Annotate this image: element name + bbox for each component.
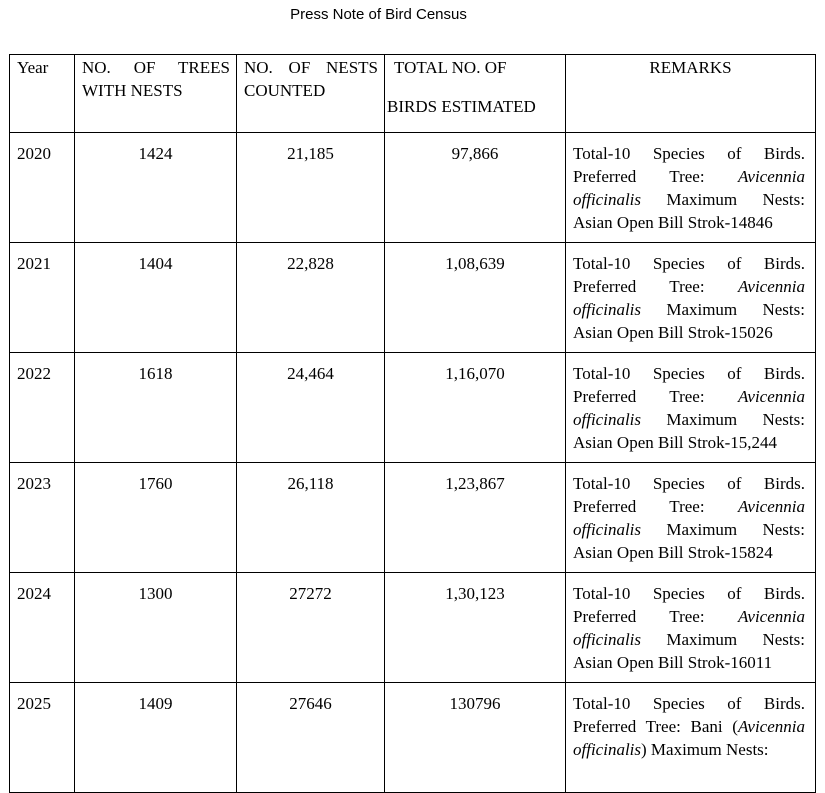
remark-species: Avicennia officinalis: [573, 167, 805, 209]
header-total-birds: [385, 55, 566, 133]
remark-preferred: Preferred Tree:: [573, 607, 705, 626]
cell-nests: 27646: [237, 683, 385, 793]
remark-max-value: Asian Open Bill Strok-15026: [573, 323, 773, 342]
cell-trees: 1424: [75, 133, 237, 243]
header-remarks: REMARKS: [566, 55, 816, 133]
remark-species: Avicennia officinalis: [573, 717, 805, 759]
cell-birds: 97,866: [385, 133, 566, 243]
table-row: [10, 353, 816, 463]
remark-preferred: Preferred Tree:: [573, 387, 705, 406]
cell-trees: 1404: [75, 243, 237, 353]
remark-total: Total-10 Species of Birds.: [573, 584, 805, 603]
remark-max-label: Maximum Nests:: [666, 190, 805, 209]
cell-remarks: [566, 463, 816, 573]
header-total-birds-line1: TOTAL NO. OF: [394, 58, 507, 77]
remark-species: Avicennia officinalis: [573, 387, 805, 429]
remark-species: Avicennia officinalis: [573, 607, 805, 649]
remark-max-label: Maximum Nests:: [666, 300, 805, 319]
remark-max-label: Maximum Nests:: [666, 520, 805, 539]
cell-trees: 1409: [75, 683, 237, 793]
remark-species: Avicennia officinalis: [573, 277, 805, 319]
cell-nests: 21,185: [237, 133, 385, 243]
cell-remarks: [566, 133, 816, 243]
document-title: Press Note of Bird Census: [290, 6, 467, 23]
remark-preferred: Preferred Tree:: [573, 497, 705, 516]
remark-max-label: Maximum Nests:: [650, 740, 769, 759]
bird-census-table: [9, 54, 816, 793]
remark-total: Total-10 Species of Birds.: [573, 474, 805, 493]
cell-remarks: [566, 243, 816, 353]
header-total-birds-line2: BIRDS ESTIMATED: [387, 97, 536, 116]
cell-nests: 22,828: [237, 243, 385, 353]
cell-trees: 1760: [75, 463, 237, 573]
remark-species: Avicennia officinalis: [573, 497, 805, 539]
cell-trees: 1618: [75, 353, 237, 463]
cell-remarks: Total-10 Species of Birds. Preferred Tree: Bani (Avicennia officinalis) Maximum Nests:: [566, 683, 816, 793]
table-row: [10, 133, 816, 243]
remark-total: Total-10 Species of Birds.: [573, 364, 805, 383]
header-year: Year: [10, 55, 75, 133]
remark-max-label: Maximum Nests:: [666, 630, 805, 649]
table-row: [10, 243, 816, 353]
cell-year: 2020: [10, 133, 75, 243]
cell-year: 2024: [10, 573, 75, 683]
remark-max-value: Asian Open Bill Strok-16011: [573, 653, 773, 672]
remark-preferred: Preferred Tree: Bani: [573, 717, 723, 736]
remark-total: Total-10 Species of Birds.: [573, 254, 805, 273]
remark-max-value: Asian Open Bill Strok-15824: [573, 543, 773, 562]
cell-trees: 1300: [75, 573, 237, 683]
header-trees-with-nests: NO. OF TREES WITH NESTS: [75, 55, 237, 133]
remark-max-label: Maximum Nests:: [666, 410, 805, 429]
cell-birds: 1,16,070: [385, 353, 566, 463]
cell-birds: 130796: [385, 683, 566, 793]
cell-year: 2025: [10, 683, 75, 793]
cell-birds: 1,08,639: [385, 243, 566, 353]
cell-birds: 1,23,867: [385, 463, 566, 573]
remark-max-value: Asian Open Bill Strok-14846: [573, 213, 773, 232]
remark-total: Total-10 Species of Birds.: [573, 694, 805, 713]
remark-total: Total-10 Species of Birds.: [573, 144, 805, 163]
table-row: [10, 463, 816, 573]
remark-preferred: Preferred Tree:: [573, 167, 705, 186]
cell-birds: 1,30,123: [385, 573, 566, 683]
cell-year: 2023: [10, 463, 75, 573]
cell-year: 2021: [10, 243, 75, 353]
header-nests-counted: NO. OF NESTS COUNTED: [237, 55, 385, 133]
cell-nests: 27272: [237, 573, 385, 683]
cell-remarks: [566, 573, 816, 683]
remark-max-value: Asian Open Bill Strok-15,244: [573, 433, 777, 452]
cell-nests: 24,464: [237, 353, 385, 463]
table-row: [10, 573, 816, 683]
remark-preferred: Preferred Tree:: [573, 277, 705, 296]
table-header-row: [10, 55, 816, 133]
cell-year: 2022: [10, 353, 75, 463]
cell-nests: 26,118: [237, 463, 385, 573]
cell-remarks: [566, 353, 816, 463]
table-row: [10, 683, 816, 793]
